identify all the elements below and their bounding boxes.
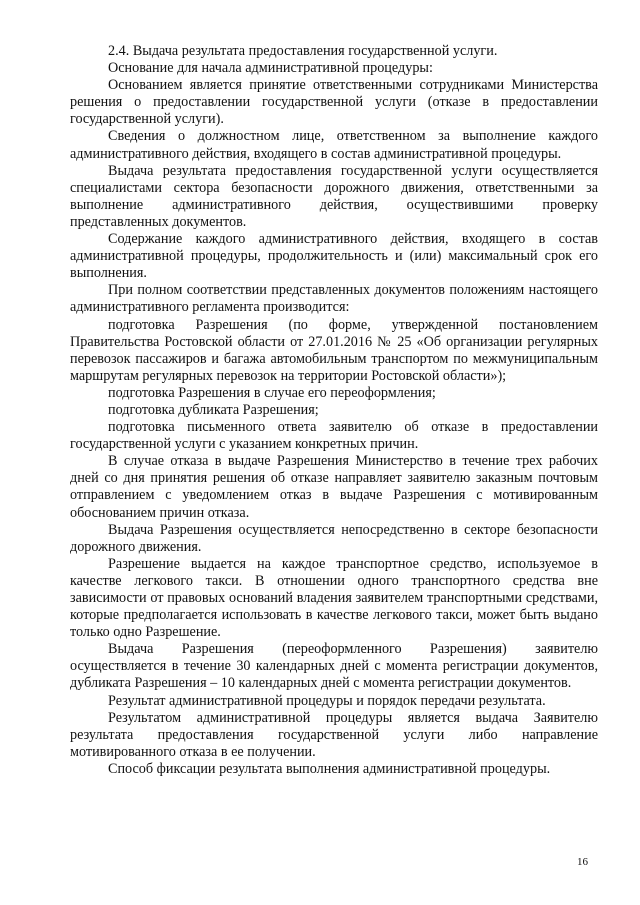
paragraph: Сведения о должностном лице, ответственном за выполнение каждого административного действия, входящего в состав административной процедуры. (70, 128, 598, 162)
page-number: 16 (577, 856, 588, 868)
paragraph: При полном соответствии представленных документов положениям настоящего административного регламента производится: (70, 282, 598, 316)
paragraph: Разрешение выдается на каждое транспортное средство, используемое в качестве легкового такси. В отношении одного транспортного средства вне зависимости от правовых оснований владения заявителем транспортными средствами, которые предполагается использовать в качестве легкового такси, может быть выдано только одно Разрешение. (70, 555, 598, 641)
paragraph: Выдача Разрешения осуществляется непосредственно в секторе безопасности дорожного движения. (70, 521, 598, 555)
list-item: подготовка письменного ответа заявителю об отказе в предоставлении государственной услуги с указанием конкретных причин. (70, 419, 598, 453)
paragraph: Основание для начала административной процедуры: (108, 60, 433, 77)
document-body (70, 43, 598, 778)
paragraph: Содержание каждого административного действия, входящего в состав административной процедуры, продолжительность и (или) максимальный срок его выполнения. (70, 231, 598, 282)
paragraph: Выдача Разрешения (переоформленного Разрешения) заявителю осуществляется в течение 30 календарных дней с момента регистрации документов, дубликата Разрешения – 10 календарных дней с момента регистрации документов. (70, 641, 598, 692)
list-item: подготовка дубликата Разрешения; (108, 401, 319, 418)
paragraph: Способ фиксации результата выполнения административной процедуры. (108, 760, 551, 777)
paragraph: Результат административной процедуры и порядок передачи результата. (108, 692, 546, 709)
paragraph: Выдача результата предоставления государственной услуги осуществляется специалистами сектора безопасности дорожного движения, ответственными за выполнение административного действия, осуществившими проверку представленных документов. (70, 162, 598, 230)
paragraph: Результатом административной процедуры является выдача Заявителю результата предоставления государственной услуги либо направление мотивированного отказа в ее получении. (70, 709, 598, 760)
paragraph: Основанием является принятие ответственными сотрудниками Министерства решения о предоставлении государственной услуги (отказе в предоставлении государственной услуги). (70, 77, 598, 128)
paragraph-section-heading: 2.4. Выдача результата предоставления государственной услуги. (108, 43, 498, 59)
paragraph: В случае отказа в выдаче Разрешения Министерство в течение трех рабочих дней со дня принятия решения об отказе направляет заявителю заказным почтовым отправлением с уведомлением отказ в выдаче Разрешения с мотивированным обоснованием причин отказа. (70, 453, 598, 521)
list-item: подготовка Разрешения (по форме, утвержденной постановлением Правительства Ростовской области от 27.01.2016 № 25 «Об организации регулярных перевозок пассажиров и багажа автомобильным транспортом по межмуниципальным маршрутам регулярных перевозок на территории Ростовской области»); (70, 316, 598, 384)
list-item: подготовка Разрешения в случае его переоформления; (108, 384, 436, 401)
